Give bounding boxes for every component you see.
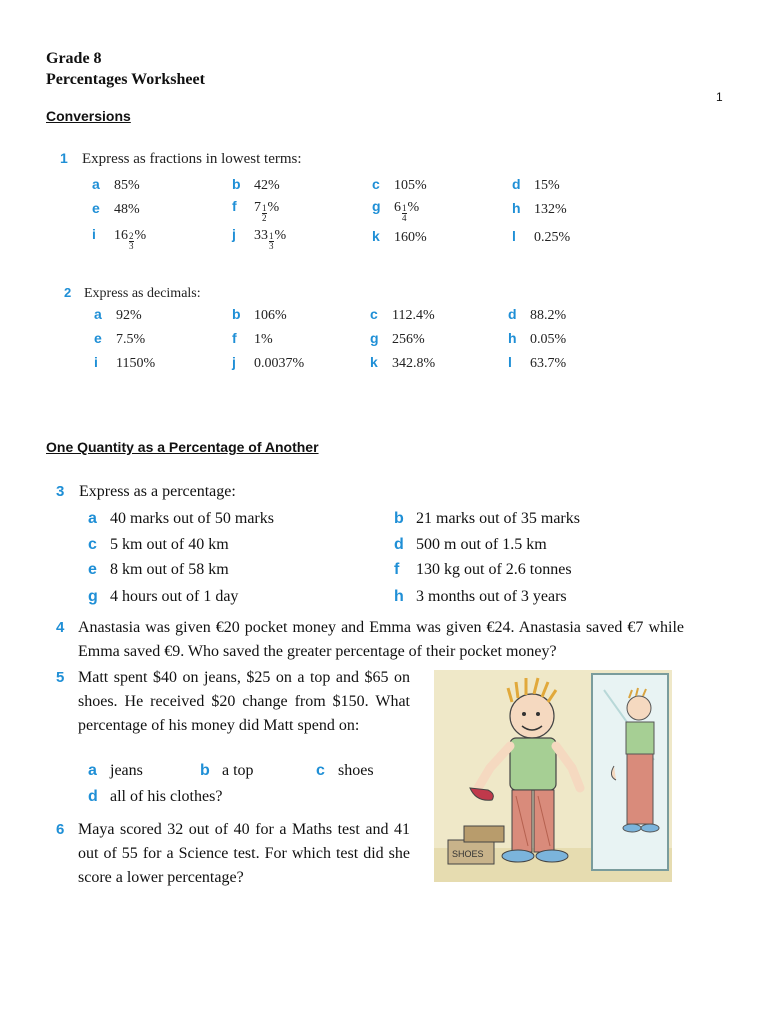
item-label: g [88,588,98,605]
item-value: 132% [534,202,567,217]
q5-item-a [88,762,143,780]
q3-item-d [394,536,547,554]
page-number: 1 [716,90,723,104]
item-value: 88.2% [530,308,567,323]
item-label: g [370,330,379,346]
q2-item-d [508,306,566,324]
q1-item-g [372,198,419,223]
q2-item-c [370,306,435,324]
q1-item-e [92,200,140,218]
denominator: 4 [402,213,407,223]
cartoon-illustration [434,670,672,882]
section-heading-conversions: Conversions [46,108,131,124]
item-label: d [512,176,521,192]
item-value: 1150% [116,356,156,371]
question-number: 3 [56,483,65,500]
q5-item-c [316,762,374,780]
q5-item-d [88,788,222,806]
question-text: Express as decimals: [84,286,201,301]
percent-sign: % [407,200,420,215]
item-label: i [92,226,96,242]
fraction [129,232,134,251]
item-value: 0.05% [530,332,567,347]
boy-mirror-image [434,670,672,882]
item-value: 105% [394,178,427,193]
item-label: c [316,762,325,779]
item-label: a [94,306,102,322]
question-text: Matt spent $40 on jeans, $25 on a top and $65 on shoes. He received $20 change from $150. What percentage of his money did Matt spend on: [78,669,410,734]
fraction [402,204,407,223]
item-value: 85% [114,178,140,193]
item-label: d [394,536,404,553]
item-label: e [88,561,97,578]
item-value: 3 months out of 3 years [416,588,567,605]
question-4 [56,616,684,664]
item-value: 15% [534,178,560,193]
q2-item-e [94,330,145,348]
q3-item-g [88,588,238,606]
question-text: Anastasia was given €20 pocket money and Emma was given €24. Anastasia saved €7 while Emma saved €9. Who saved the greater percentage of their pocket money? [78,619,684,660]
item-label: f [232,198,237,214]
item-value: 106% [254,308,287,323]
item-label: b [232,176,241,192]
q2-item-h [508,330,566,348]
item-value: 5 km out of 40 km [110,536,229,553]
question-number: 5 [56,669,65,686]
item-value: 130 kg out of 2.6 tonnes [416,561,572,578]
percent-sign: % [267,200,280,215]
item-label: b [232,306,241,322]
q1-item-b [232,176,280,194]
shoebox-label: SHOES [452,849,484,859]
item-value: 7.5% [116,332,146,347]
item-label: c [370,306,378,322]
item-value: 8 km out of 58 km [110,561,229,578]
question-3 [56,483,236,501]
mixed-whole: 6 [394,200,401,215]
item-value: 48% [114,202,140,217]
q3-item-e [88,561,229,579]
q3-item-c [88,536,229,554]
q3-item-f [394,561,572,579]
item-value: 160% [394,230,427,245]
percent-sign: % [134,228,147,243]
item-label: h [394,588,404,605]
question-text: Express as a percentage: [79,483,236,500]
item-value: 40 marks out of 50 marks [110,510,274,527]
grade-heading: Grade 8 [46,50,102,67]
item-label: i [94,354,98,370]
item-value: 42% [254,178,280,193]
question-1 [60,150,302,168]
question-text: Express as fractions in lowest terms: [82,151,302,167]
item-label: b [394,510,404,527]
item-value: all of his clothes? [110,788,223,805]
item-value: 256% [392,332,425,347]
q2-item-f [232,330,273,348]
q1-item-d [512,176,560,194]
item-label: f [232,330,237,346]
item-value: jeans [110,762,143,779]
item-label: e [92,200,100,216]
q2-item-i [94,354,155,372]
item-value: 342.8% [392,356,436,371]
mixed-whole: 16 [114,228,128,243]
denominator: 2 [262,213,267,223]
mixed-whole: 7 [254,200,261,215]
item-label: g [372,198,381,214]
item-label: l [508,354,512,370]
fraction [262,204,267,223]
question-2 [64,284,201,302]
denominator: 3 [129,241,134,251]
item-label: a [92,176,100,192]
numerator: 1 [262,203,267,213]
q1-item-a [92,176,140,194]
question-number: 2 [64,285,72,300]
item-value: 1% [254,332,273,347]
item-label: j [232,226,236,242]
item-label: d [508,306,517,322]
item-label: k [370,354,378,370]
q1-item-i [92,226,146,251]
section-heading-percentage-of-another: One Quantity as a Percentage of Another [46,439,319,455]
question-number: 4 [56,619,65,636]
q2-item-a [94,306,142,324]
q3-item-h [394,588,567,606]
item-label: j [232,354,236,370]
item-value: 63.7% [530,356,567,371]
item-label: a [88,762,97,779]
item-label: a [88,510,97,527]
denominator: 3 [269,241,274,251]
item-label: b [200,762,210,779]
q2-item-k [370,354,435,372]
item-label: l [512,228,516,244]
numerator: 1 [402,203,407,213]
item-value: 4 hours out of 1 day [110,588,239,605]
q1-item-c [372,176,427,194]
q5-item-b [200,762,254,780]
numerator: 1 [269,231,274,241]
item-value: 21 marks out of 35 marks [416,510,580,527]
item-label: k [372,228,380,244]
q1-item-j [232,226,286,251]
item-value: a top [222,762,254,779]
worksheet-title: Percentages Worksheet [46,71,205,88]
mixed-whole: 33 [254,228,268,243]
item-value: 0.0037% [254,356,305,371]
fraction [269,232,274,251]
item-value: shoes [338,762,374,779]
percent-sign: % [274,228,287,243]
item-label: c [88,536,97,553]
item-label: c [372,176,380,192]
item-label: h [508,330,517,346]
q1-item-l [512,228,570,246]
q2-item-g [370,330,425,348]
question-5 [56,666,410,738]
q3-item-b [394,510,580,528]
item-label: d [88,788,98,805]
question-number: 1 [60,150,68,166]
item-value: 500 m out of 1.5 km [416,536,547,553]
item-value: 92% [116,308,142,323]
q1-item-f [232,198,279,223]
q1-item-h [512,200,567,218]
q1-item-k [372,228,427,246]
item-label: f [394,561,400,578]
q3-item-a [88,510,274,528]
item-value: 112.4% [392,308,435,323]
item-label: e [94,330,102,346]
q2-item-b [232,306,287,324]
numerator: 2 [129,231,134,241]
q2-item-j [232,354,304,372]
item-value: 0.25% [534,230,571,245]
q2-item-l [508,354,566,372]
item-label: h [512,200,521,216]
question-6 [56,818,410,890]
question-text: Maya scored 32 out of 40 for a Maths test and 41 out of 55 for a Science test. For which test did she score a lower percentage? [78,821,410,886]
question-number: 6 [56,821,65,838]
